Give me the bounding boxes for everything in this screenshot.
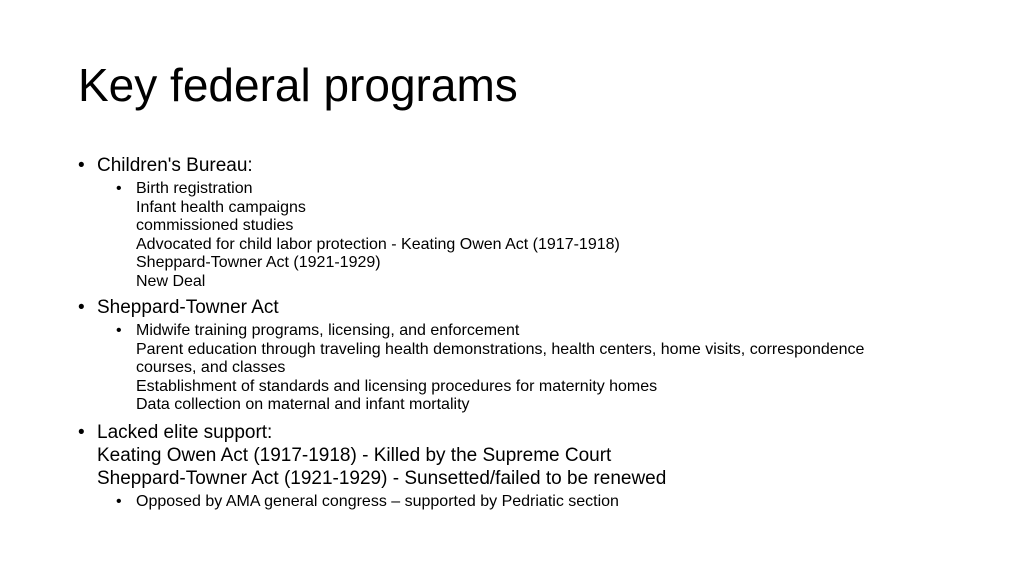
bullet-text: Children's Bureau: xyxy=(97,155,253,176)
sub-bullet-line: courses, and classes xyxy=(136,359,286,376)
sub-bullet-line: Midwife training programs, licensing, and enforcement xyxy=(136,322,520,339)
bullet-icon: • xyxy=(116,492,122,510)
bullet-icon: • xyxy=(116,322,122,339)
bullet-lacked-elite-support xyxy=(78,421,978,490)
sub-bullet-line: Advocated for child labor protection - Keating Owen Act (1917-1918) xyxy=(136,235,620,253)
sub-bullet-line: Opposed by AMA general congress – supported by Pedriatic section xyxy=(136,492,619,510)
sub-bullet-line: Parent education through traveling health demonstrations, health centers, home visits, correspondence xyxy=(136,340,865,358)
bullet-icon: • xyxy=(78,421,85,443)
bullet-text: Sheppard-Towner Act xyxy=(97,297,279,318)
slide-body xyxy=(78,154,978,511)
sub-bullet-line: New Deal xyxy=(136,272,206,290)
bullet-text: Keating Owen Act (1917-1918) - Killed by the Supreme Court xyxy=(97,444,612,466)
bullet-icon: • xyxy=(116,180,122,197)
sub-bullet-line: Data collection on maternal and infant mortality xyxy=(136,396,470,413)
sub-bullet-line: Infant health campaigns xyxy=(136,198,306,216)
sub-bullet-sheppard-towner-act xyxy=(78,322,978,415)
bullet-text: Sheppard-Towner Act (1921-1929) - Sunsetted/failed to be renewed xyxy=(97,467,667,489)
sub-bullet-line: commissioned studies xyxy=(136,217,294,234)
sub-bullet-line: Birth registration xyxy=(136,180,253,197)
bullet-icon: • xyxy=(78,297,85,318)
slide-title: Key federal programs xyxy=(78,59,518,111)
bullet-childrens-bureau xyxy=(78,154,978,177)
sub-bullet-line: Sheppard-Towner Act (1921-1929) xyxy=(136,254,381,271)
sub-bullet-line: Establishment of standards and licensing procedures for maternity homes xyxy=(136,377,658,395)
sub-bullet-childrens-bureau xyxy=(78,180,978,291)
bullet-sheppard-towner-act xyxy=(78,296,978,319)
bullet-icon: • xyxy=(78,155,85,176)
bullet-text: Lacked elite support: xyxy=(97,421,273,443)
sub-bullet-lacked-elite-support xyxy=(78,493,978,512)
